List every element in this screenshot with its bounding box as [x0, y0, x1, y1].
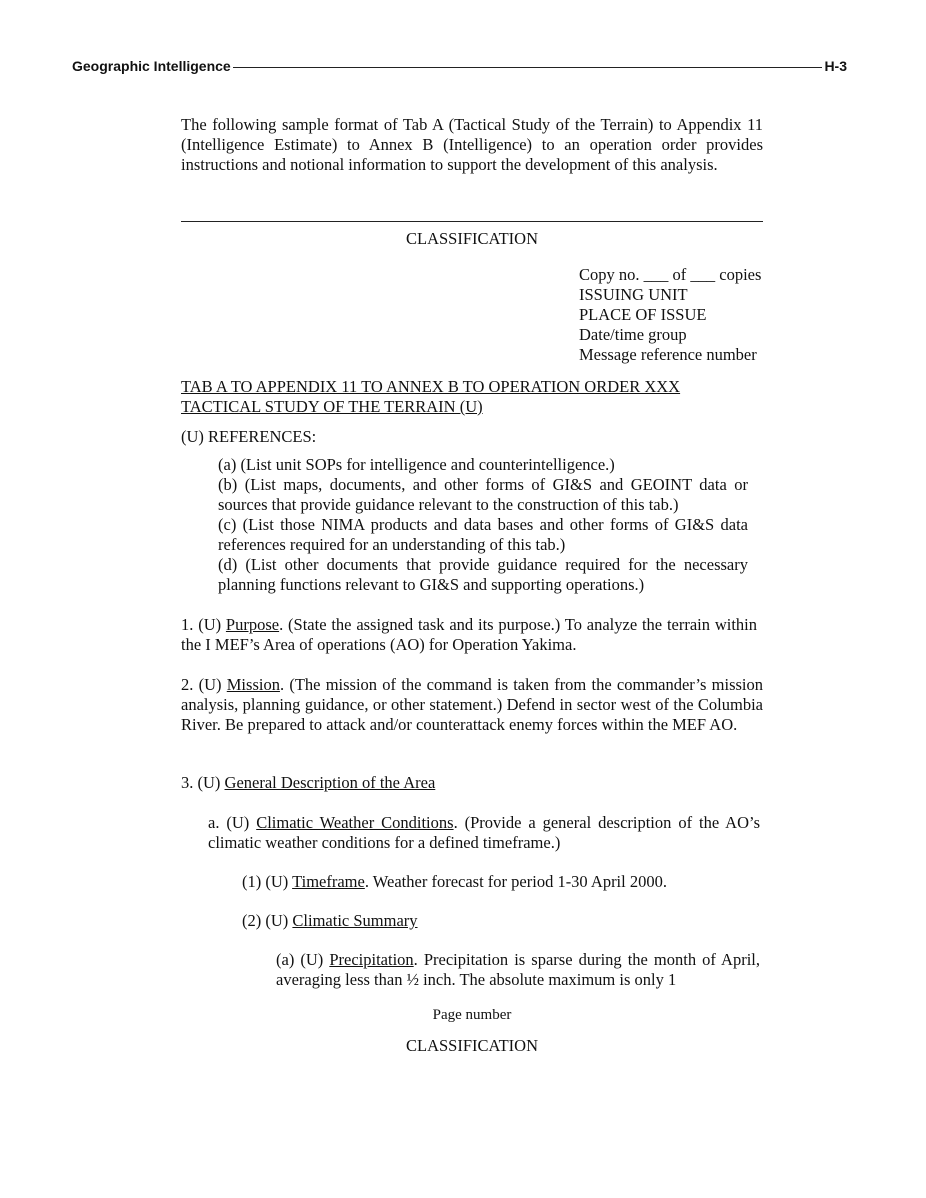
classification-top: CLASSIFICATION	[405, 229, 539, 248]
issue-block	[579, 265, 769, 365]
para3a1-text: . Weather forecast for period 1-30 April 2000.	[364, 872, 667, 891]
paragraph-3a	[208, 813, 760, 853]
paragraph-3a1	[242, 872, 667, 892]
paragraph-3a2	[242, 911, 418, 931]
place-of-issue: PLACE OF ISSUE	[579, 305, 707, 324]
para3a-heading: Climatic Weather Conditions	[256, 813, 454, 832]
document-title	[181, 377, 680, 417]
chapter-title: Geographic Intelligence	[72, 58, 231, 74]
references-list	[218, 455, 748, 595]
para1-text: . (State the assigned task and its purpose.) To analyze the terrain within the I MEF’s Area of operations (AO) for Operation Yakima.	[181, 615, 757, 654]
para3a2a-heading: Precipitation	[329, 950, 414, 969]
title-line-2: TACTICAL STUDY OF THE TERRAIN (U)	[181, 397, 483, 416]
para3-number: 3. (U)	[181, 773, 225, 792]
paragraph-2	[181, 675, 763, 735]
para3a2-heading: Climatic Summary	[292, 911, 418, 930]
para3a2a-text: . Precipitation is sparse during the month of April, averaging less than ½ inch. The absolute maximum is only 1	[276, 950, 761, 989]
reference-a: (a) (List unit SOPs for intelligence and counterintelligence.)	[218, 455, 615, 474]
para3a1-number: (1) (U)	[242, 872, 293, 891]
para1-number: 1. (U)	[181, 615, 226, 634]
references-heading: (U) REFERENCES:	[181, 427, 317, 446]
para3a-number: a. (U)	[208, 813, 257, 832]
paragraph-1	[181, 615, 757, 655]
form-divider	[181, 221, 763, 222]
para3a-text: . (Provide a general description of the AO’s climatic weather conditions for a defined timeframe.)	[208, 813, 760, 852]
para3-heading: General Description of the Area	[224, 773, 436, 792]
paragraph-3	[181, 773, 435, 793]
page-number-footer: Page number	[432, 1007, 512, 1023]
copy-line: Copy no. ___ of ___ copies	[579, 265, 762, 284]
para3a2a-number: (a) (U)	[276, 950, 330, 969]
reference-b: (b) (List maps, documents, and other forms of GI&S and GEOINT data or sources that provide guidance relevant to the construction of this tab.)	[218, 475, 748, 514]
issuing-unit: ISSUING UNIT	[579, 285, 688, 304]
para2-text: . (The mission of the command is taken from the commander’s mission analysis, planning guidance, or other statement.) Defend in sector west of the Columbia River. Be prepared to attack and/or counterattack enemy forces within the MEF AO.	[181, 675, 763, 734]
classification-bottom: CLASSIFICATION	[405, 1036, 539, 1055]
para3a1-heading: Timeframe	[292, 872, 365, 891]
page-label: H-3	[824, 58, 847, 74]
message-reference: Message reference number	[579, 345, 757, 364]
running-header	[72, 58, 847, 78]
date-time-group: Date/time group	[579, 325, 687, 344]
para3a2-number: (2) (U)	[242, 911, 293, 930]
para2-heading: Mission	[226, 675, 280, 694]
title-line-1: TAB A TO APPENDIX 11 TO ANNEX B TO OPERATION ORDER XXX	[181, 377, 681, 396]
para1-heading: Purpose	[225, 615, 280, 634]
reference-c: (c) (List those NIMA products and data bases and other forms of GI&S data references required for an understanding of this tab.)	[218, 515, 748, 554]
intro-paragraph: The following sample format of Tab A (Tactical Study of the Terrain) to Appendix 11 (Intelligence Estimate) to Annex B (Intelligence) to an operation order provides instructions and notional information to support the development of this analysis.	[181, 115, 763, 174]
paragraph-3a2a	[276, 950, 760, 990]
reference-d: (d) (List other documents that provide guidance required for the necessary planning functions relevant to GI&S and supporting operations.)	[218, 555, 748, 594]
para2-number: 2. (U)	[181, 675, 227, 694]
